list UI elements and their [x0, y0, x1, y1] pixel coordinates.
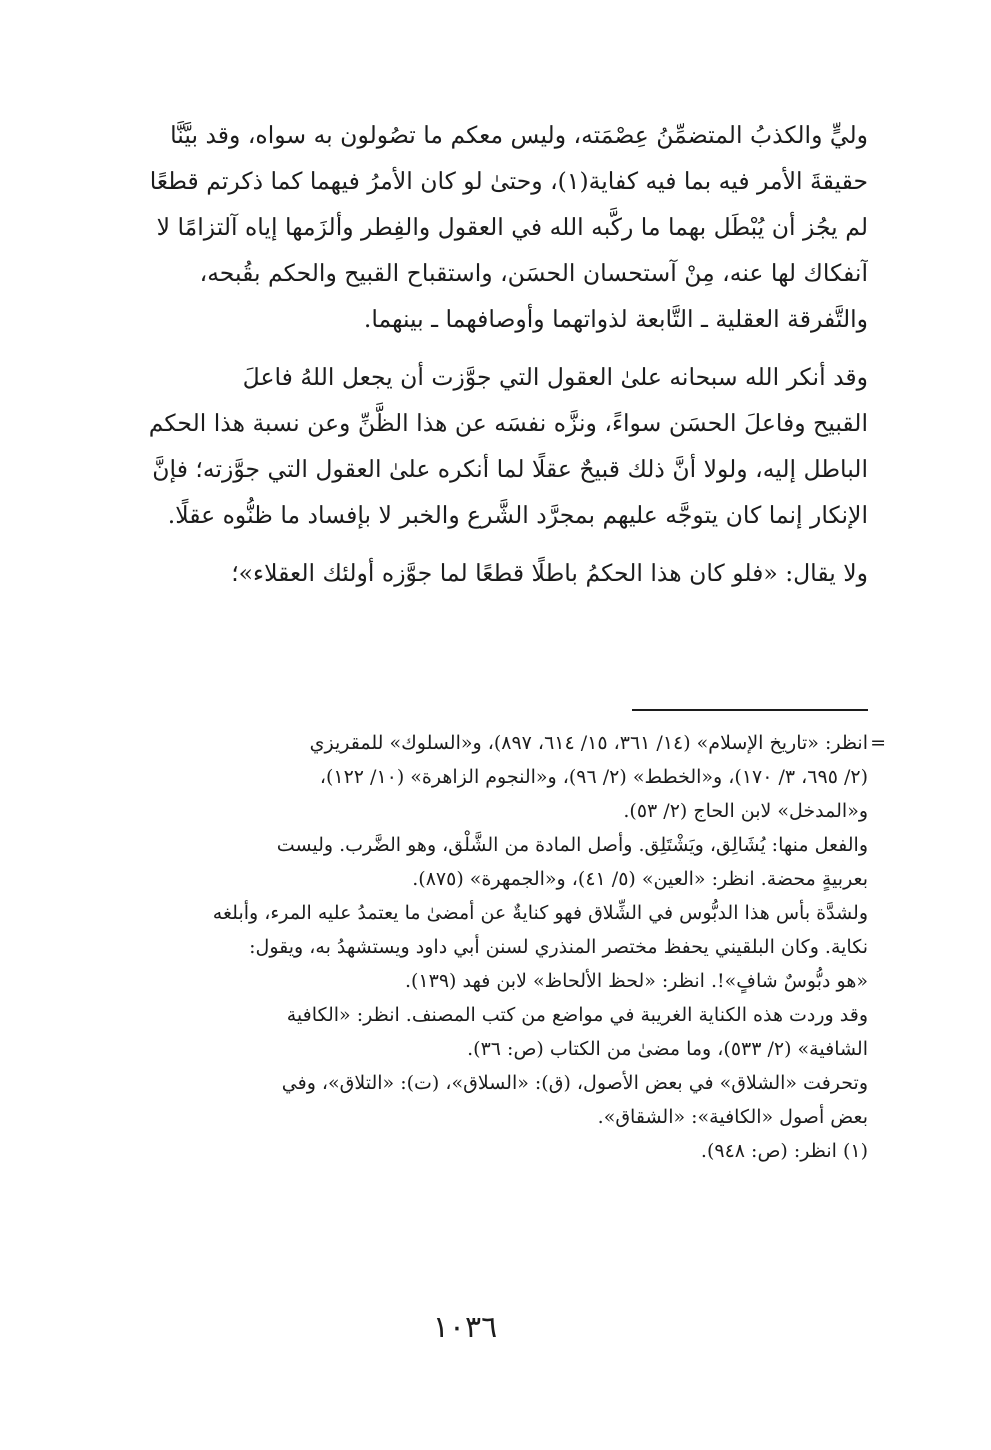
footnote-line: و«المدخل» لابن الحاج (٢/ ٥٣).: [623, 800, 868, 822]
footnote-paragraph: [100, 828, 868, 896]
footnote-line: والفعل منها: يُشَالِق، ويَشْتَلِق. وأصل المادة من الشَّلْق، وهو الضَّرب. وليست: [276, 834, 868, 856]
paragraph: [128, 354, 868, 538]
text-line: لم يجُز أن يُبْطَل بهما ما ركَّبه الله في العقول والفِطر وألزَمها إياه آلتزامًا لا: [156, 213, 868, 241]
footnote-paragraph: [100, 998, 868, 1066]
footnote-line: نكاية. وكان البلقيني يحفظ مختصر المنذري لسنن أبي داود ويستشهدُ به، ويقول:: [249, 936, 868, 958]
paragraph: [128, 112, 868, 342]
footnote-1: [100, 1134, 868, 1168]
text-line: الباطل إليه، ولولا أنَّ ذلك قبيحٌ عقلًا لما أنكره علىٰ العقول التي جوَّزته؛ فإنَّ: [152, 455, 868, 483]
footnote-line: الشافية» (٢/ ٥٣٣)، وما مضىٰ من الكتاب (ص: ٣٦).: [467, 1038, 868, 1060]
continuation-mark: =: [870, 732, 886, 754]
text-line: القبيح وفاعلَ الحسَن سواءً، ونزَّه نفسَه عن هذا الظَّنِّ وعن نسبة هذا الحكم: [148, 409, 868, 437]
text-line: الإنكار إنما كان يتوجَّه عليهم بمجرَّد الشَّرع والخبر لا بإفساد ما ظنُّوه عقلًا.: [167, 501, 868, 529]
footnote-continued: [100, 726, 886, 828]
paragraph: [128, 550, 868, 596]
footnote-paragraph: [100, 896, 868, 998]
footnote-line: بعربيةٍ محضة. انظر: «العين» (٥/ ٤١)، و«الجمهرة» (٨٧٥).: [412, 868, 868, 890]
footnotes: [100, 726, 886, 1168]
footnote-paragraph: [100, 1066, 868, 1134]
footnote-line: بعض أصول «الكافية»: «الشقاق».: [597, 1106, 868, 1128]
footnote-line: (١) انظر: (ص: ٩٤٨).: [700, 1140, 868, 1162]
main-text: [128, 112, 868, 596]
text-line: وليٍّ والكذبُ المتضمِّنُ عِصْمَته، وليس معكم ما تصُولون به سواه، وقد بيَّنَّا: [170, 121, 868, 149]
text-line: حقيقةَ الأمر فيه بما فيه كفاية(١)، وحتىٰ لو كان الأمرُ فيهما كما ذكرتم قطعًا: [149, 167, 868, 195]
footnote-separator: [632, 709, 868, 711]
page-number: ١٠٣٦: [432, 1310, 498, 1345]
text-line: ولا يقال: «فلو كان هذا الحكمُ باطلًا قطعًا لما جوَّزه أولئك العقلاء»؛: [231, 559, 868, 587]
text-line: والتَّفرقة العقلية ـ التَّابعة لذواتهما وأوصافهما ـ بينهما.: [363, 305, 868, 333]
footnote-line: (٢/ ٦٩٥، ٣/ ١٧٠)، و«الخطط» (٢/ ٩٦)، و«النجوم الزاهرة» (١٠/ ١٢٢)،: [319, 766, 868, 788]
footnote-line: وتحرفت «الشلاق» في بعض الأصول، (ق): «السلاق»، (ت): «التلاق»، وفي: [281, 1072, 868, 1094]
footnote-line: «هو دبُّوسٌ شافٍ»!. انظر: «لحظ الألحاظ» لابن فهد (١٣٩).: [404, 970, 868, 992]
footnote-line: ولشدَّة بأس هذا الدبُّوس في الشِّلاق فهو كنايةٌ عن أمضىٰ ما يعتمدُ عليه المرء، وأبلغه: [212, 902, 868, 924]
text-line: آنفكاك لها عنه، مِنْ آستحسان الحسَن، واستقباح القبيح والحكم بقُبحه،: [199, 259, 868, 287]
text-line: وقد أنكر الله سبحانه علىٰ العقول التي جوَّزت أن يجعل اللهُ فاعلَ: [242, 363, 868, 391]
footnote-line: انظر: «تاريخ الإسلام» (١٤/ ٣٦١، ١٥/ ٦١٤، ٨٩٧)، و«السلوك» للمقريزي: [309, 732, 868, 754]
footnote-line: وقد وردت هذه الكناية الغريبة في مواضع من كتب المصنف. انظر: «الكافية: [286, 1004, 868, 1026]
